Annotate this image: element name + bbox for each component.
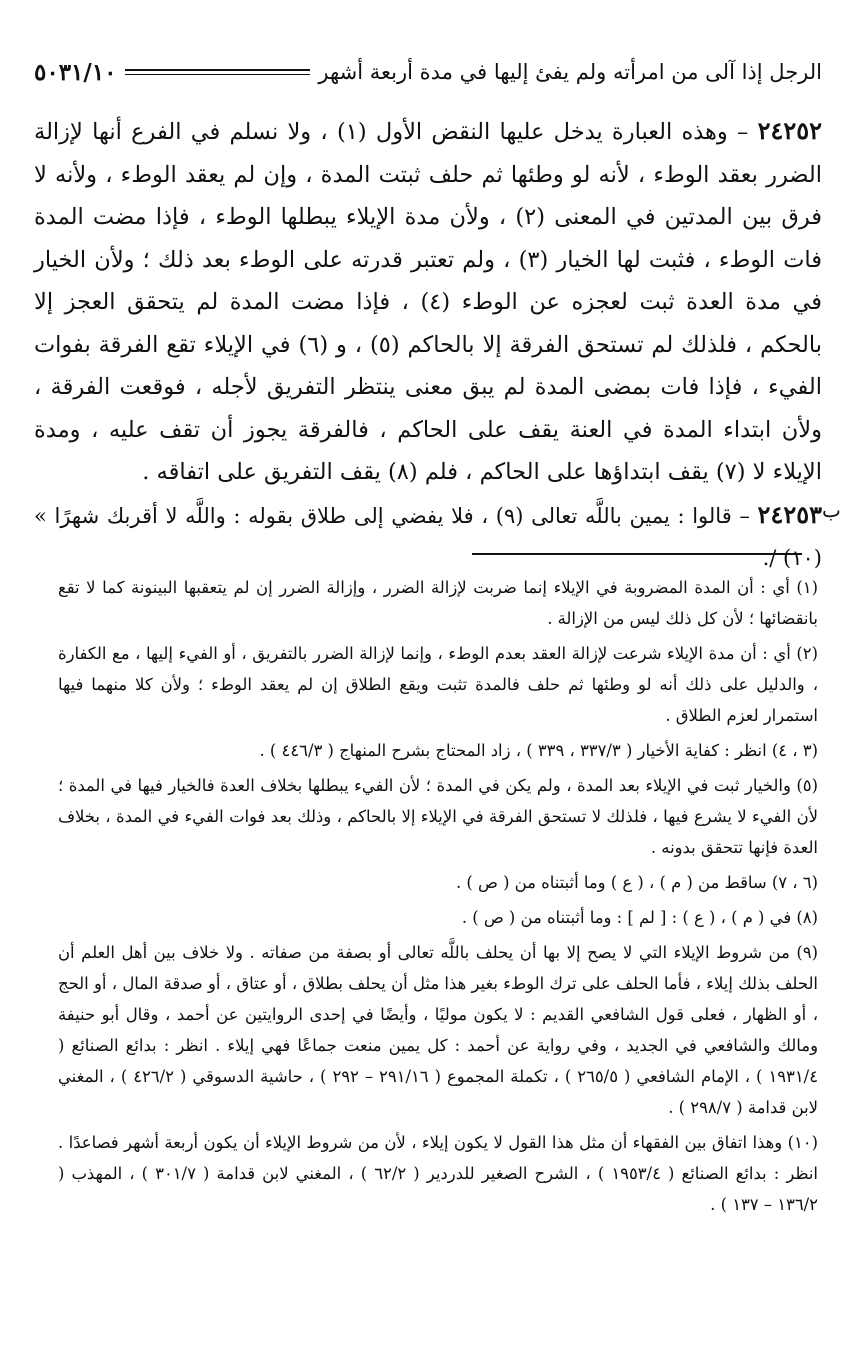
running-header: [34, 52, 822, 92]
header-title: الرجل إذا آلى من امرأته ولم يفئ إليها في مدة أربعة أشهر: [318, 60, 822, 84]
footnote-6-7: (٦ ، ٧) ساقط من ( م ) ، ( ع ) وما أثبتناه من ( ص ) .: [456, 873, 818, 892]
paragraph-number: ٢٤٢٥٣: [757, 499, 822, 529]
paragraph-text: – وهذه العبارة يدخل عليها النقض الأول (١) ، ولا نسلم في الفرع أنها لإزالة الضرر بعقد الوطء ، لأنه لو وطئها ثم حلف ثبتت المدة ، وإن لم يعقد الوطء ، ولأنه لا فرق بين المدتين في المعنى (٢) ، ولأن مدة الإيلاء يبطلها الوطء ، فإذا مضت المدة فات الوطء ، فثبت لها الخيار (٣) ، ولم تعتبر قدرته على الوطء بعد ذلك ؛ ولأن الخيار في مدة العدة ثبت لعجزه عن الوطء (٤) ، فإذا مضت المدة لم يتحقق العجز إلا بالحكم ، فلذلك لم تستحق الفرقة إلا بالحاكم (٥) ، و (٦) في الإيلاء تقع الفرقة بفوات الفيء ، فإذا فات بمضى المدة لم يبق معنى ينتظر التفريق لأجله ، فوقعت الفرقة ، ولأن ابتداء المدة في العنة يقف على الحاكم ، فالفرقة يجوز أن تقف عليه ، ومدة الإيلاء لا (٧) يقف ابتداؤها على الحاكم ، فلم (٨) يقف التفريق على اتفاقه .: [34, 119, 822, 485]
footnote-1: (١) أي : أن المدة المضروبة في الإيلاء إنما ضربت لإزالة الضرر ، وإزالة الضرر إن لم يتعقبها البينونة كما لا تقع بانقضائها ؛ لأن كل ذلك ليس من الإزالة .: [58, 578, 818, 628]
footnote-separator: [472, 553, 802, 555]
footnote-10: (١٠) وهذا اتفاق بين الفقهاء أن مثل هذا القول لا يكون إيلاء ، لأن من شروط الإيلاء أن يكون أربعة أشهر فصاعدًا . انظر : بدائع الصنائع ( ١٩٥٣/٤ ) ، الشرح الصغير للدردير ( ٦٢/٢ ) ، المغني لابن قدامة ( ٣٠١/٧ ) ، المهذب ( ١٣٦/٢ – ١٣٧ ) .: [58, 1133, 818, 1214]
header-rule: [125, 69, 311, 75]
paragraph-24253: [34, 494, 822, 580]
footnote-2: (٢) أي : أن مدة الإيلاء شرعت لإزالة العقد بعدم الوطء ، وإنما لإزالة الضرر بالتفريق ، أو الفيء إليها ، مع الكفارة ، والدليل على ذلك أنه لو وطئها ثم حلف فالمدة تثبت ويقع الطلاق إن لم يعقد الوطء ؛ ولأن كلا منهما فيها استمرار لعزم الطلاق .: [58, 644, 818, 725]
footnote-3-4: (٣ ، ٤) انظر : كفاية الأخيار ( ٣٣٧/٣ ، ٣٣٩ ) ، زاد المحتاج بشرح المنهاج ( ٤٤٦/٣ ) .: [259, 741, 818, 760]
paragraph-number: ٢٤٢٥٢: [757, 116, 823, 145]
footnote-9: (٩) من شروط الإيلاء التي لا يصح إلا بها أن يحلف باللَّه تعالى أو بصفة من صفاته . ولا خلاف بين أهل العلم أن الحلف بذلك إيلاء ، فأما الحلف على ترك الوطء بغير هذا مثل أن يحلف بطلاق ، أو عتاق ، أو صدقة المال ، أو الحج ، أو الظهار ، فعلى قول الشافعي القديم : لا يكون موليًا ، وأيضًا في إحدى الروايتين عن أحمد ، وقال أبو حنيفة ومالك والشافعي في الجديد ، وفي رواية عن أحمد : كل يمين منعت جماعًا فهي إيلاء . انظر : بدائع الصنائع ( ١٩٣١/٤ ) ، الإمام الشافعي ( ٢٦٥/٥ ) ، تكملة المجموع ( ٢٩١/١٦ – ٢٩٢ ) ، حاشية الدسوقي ( ٤٢٦/٢ ) ، المغني لابن قدامة ( ٢٩٨/٧ ) .: [58, 943, 818, 1117]
paragraph-24252: [34, 110, 822, 494]
margin-mark: ب: [822, 498, 841, 522]
page-number: ٥٠٣١/١٠: [34, 58, 117, 86]
footnotes: [58, 568, 818, 1220]
main-text: [34, 110, 822, 580]
footnote-8: (٨) في ( م ) ، ( ع ) : [ لم ] : وما أثبتناه من ( ص ) .: [461, 908, 818, 927]
footnote-5: (٥) والخيار ثبت في الإيلاء بعد المدة ، ولم يكن في المدة ؛ لأن الفيء يبطلها بخلاف العدة فالخيار فيها في المدة ؛ لأن الفيء لا يشرع فيها ، فلذلك لا تستحق الفرقة في الإيلاء إلا بالحاكم ، وذلك بعد فوات الفيء في المدة ، بخلاف العدة فإنها تتحقق بدونه .: [58, 776, 818, 857]
paragraph-text: – قالوا : يمين باللَّه تعالى (٩) ، فلا يفضي إلى طلاق بقوله : واللَّه لا أقربك شهرًا » (١٠) /.: [34, 503, 822, 570]
